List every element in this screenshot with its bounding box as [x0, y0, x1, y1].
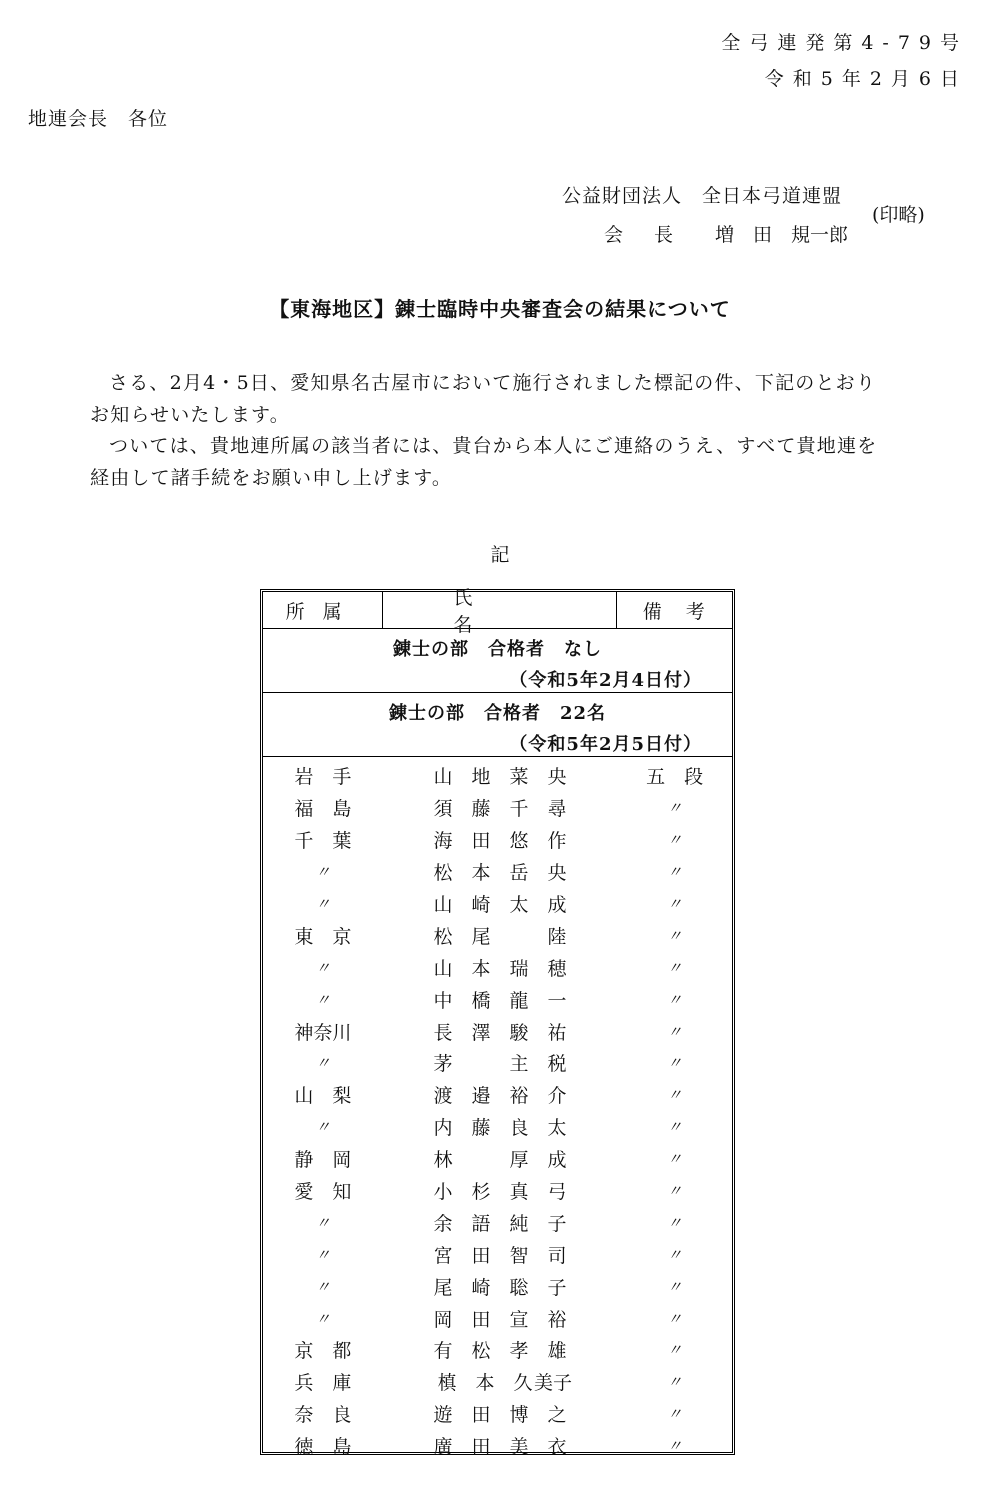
- name-char: 茅: [433, 1053, 453, 1076]
- sender-name: 増 田 規一郎: [715, 224, 849, 246]
- name-char: 之: [547, 1404, 567, 1427]
- name-char: 有: [433, 1340, 453, 1363]
- name-char: 成: [547, 894, 567, 916]
- remarks-cell: 〃: [667, 1437, 683, 1456]
- table-row: [263, 1270, 732, 1302]
- name-char: 成: [547, 1149, 567, 1172]
- name-char: 孝: [509, 1340, 529, 1363]
- name-char: 子: [547, 1276, 567, 1299]
- affiliation-cell: 神奈川: [294, 1021, 352, 1044]
- name-char: 崎: [471, 1276, 491, 1299]
- name-char: 須: [433, 798, 453, 821]
- name-cell: [383, 1336, 617, 1363]
- name-char: 介: [547, 1085, 567, 1108]
- name-char: 美: [509, 1436, 529, 1459]
- remarks-cell: 〃: [667, 863, 683, 882]
- name-char: 司: [547, 1244, 567, 1267]
- affiliation-cell: 静岡: [294, 1149, 371, 1172]
- name-char: 太: [509, 894, 529, 916]
- body-paragraph-2-cont: 経由して諸手続をお願い申し上げます。: [90, 466, 453, 489]
- name-char: 本: [475, 1372, 495, 1395]
- remarks-cell: 〃: [667, 1118, 683, 1137]
- name-cell: [383, 1113, 618, 1140]
- name-cell: [383, 986, 618, 1013]
- table-row: [263, 824, 732, 856]
- name-char: 橋: [471, 989, 491, 1012]
- remarks-cell: 〃: [667, 958, 683, 977]
- table-row: [263, 951, 732, 983]
- remarks-cell: 〃: [667, 1309, 683, 1328]
- name-cell: [383, 1049, 618, 1076]
- name-char: 山: [433, 894, 453, 916]
- header-name: 氏名: [383, 592, 617, 628]
- name-char: 良: [509, 1117, 529, 1140]
- affiliation-cell: 〃: [315, 1245, 331, 1264]
- remarks-cell: 〃: [667, 1150, 683, 1169]
- name-cell: [383, 1018, 618, 1045]
- affiliation-cell: 岩手: [294, 766, 371, 789]
- section-feb4: [263, 629, 732, 693]
- name-char: 田: [471, 1404, 491, 1427]
- document-date: 令和5年2月6日: [764, 68, 968, 90]
- table-header: [263, 587, 732, 636]
- name-char: 田: [471, 1244, 491, 1267]
- sender-role: 会 長: [604, 224, 680, 246]
- table-row: [263, 888, 732, 920]
- ki-heading: 記: [490, 544, 510, 566]
- name-char: 久: [513, 1372, 533, 1395]
- section-feb5: [263, 693, 732, 757]
- name-char: 博: [509, 1404, 529, 1427]
- name-cell: [383, 826, 617, 853]
- name-char: 岡: [433, 1308, 453, 1331]
- remarks-cell: 〃: [667, 895, 683, 913]
- body-paragraph-2: ついては、貴地連所属の該当者には、貴台から本人にご連絡のうえ、すべて貴地連を: [109, 435, 878, 457]
- name-char: 尋: [547, 798, 567, 821]
- remarks-cell: 〃: [667, 1213, 683, 1232]
- sender-president: [604, 220, 848, 247]
- name-char: 作: [547, 830, 567, 853]
- affiliation-cell: 兵庫: [294, 1372, 371, 1395]
- affiliation-cell: 京都: [294, 1340, 371, 1363]
- remarks-cell: 〃: [667, 1022, 683, 1041]
- addressee: 地連会長 各位: [28, 108, 169, 130]
- name-char: 長: [433, 1021, 453, 1044]
- affiliation-cell: 〃: [315, 1118, 331, 1137]
- name-char: 裕: [509, 1085, 529, 1108]
- sender-organization: 公益財団法人 全日本弓道連盟: [562, 185, 843, 207]
- name-char: 陸: [547, 925, 567, 948]
- name-char: 語: [471, 1212, 491, 1235]
- affiliation-cell: 〃: [315, 958, 331, 977]
- remarks-cell: 〃: [667, 1182, 683, 1201]
- name-char: 槙: [437, 1372, 457, 1395]
- name-cell: [383, 1368, 617, 1395]
- name-cell: [383, 922, 617, 949]
- name-char: 本: [471, 862, 491, 885]
- name-char: 余: [433, 1212, 453, 1235]
- name-char: 邉: [471, 1085, 491, 1108]
- name-cell: [383, 1177, 617, 1204]
- table-row: [263, 1238, 732, 1270]
- table-row: [263, 1079, 732, 1111]
- remarks-cell: 〃: [667, 1054, 683, 1073]
- results-table: [260, 587, 735, 1459]
- table-row: [263, 856, 732, 888]
- name-char: 澤: [471, 1021, 491, 1044]
- table-body: [263, 757, 732, 1462]
- name-char: 中: [433, 989, 453, 1012]
- name-char: 駿: [509, 1021, 529, 1044]
- name-char: 央: [547, 862, 567, 885]
- name-char: 厚: [509, 1149, 529, 1172]
- name-char: 内: [433, 1117, 453, 1140]
- name-char: 主: [509, 1053, 529, 1076]
- name-char: [462, 1049, 500, 1076]
- name-char: 海: [433, 830, 453, 853]
- name-char: 智: [509, 1244, 529, 1267]
- affiliation-cell: 福島: [294, 798, 371, 821]
- name-char: 渡: [433, 1085, 453, 1108]
- name-char: 税: [547, 1053, 567, 1076]
- name-char: 雄: [547, 1340, 567, 1363]
- remarks-cell: 〃: [667, 926, 683, 945]
- body-text: [90, 368, 920, 494]
- table-row: [263, 1334, 732, 1366]
- name-char: 太: [547, 1117, 567, 1140]
- body-paragraph-1-cont: お知らせいたします。: [90, 403, 290, 426]
- section-title: 錬士の部 合格者 22名: [388, 703, 607, 724]
- affiliation-cell: 〃: [315, 1309, 331, 1328]
- name-char: 宮: [433, 1244, 453, 1267]
- name-char: 聡: [509, 1276, 529, 1299]
- name-char: 菜: [509, 766, 529, 789]
- table-row: [263, 1398, 732, 1430]
- name-char: 田: [471, 1436, 491, 1459]
- name-cell: [383, 1305, 618, 1332]
- affiliation-cell: 〃: [315, 895, 331, 913]
- name-cell: [383, 1209, 618, 1236]
- name-char: 尾: [471, 925, 491, 948]
- remarks-cell: 〃: [667, 1277, 683, 1296]
- name-char: 遊: [433, 1404, 453, 1427]
- section-date: （令和5年2月5日付）: [509, 734, 702, 755]
- name-char: 瑞: [509, 957, 529, 980]
- name-char: [462, 1145, 500, 1172]
- name-char: 崎: [471, 894, 491, 916]
- name-char: 穂: [547, 957, 567, 980]
- name-cell: [383, 1241, 618, 1268]
- table-row: [263, 919, 732, 951]
- seal-omitted-note: (印略): [872, 204, 925, 226]
- table-row: [263, 1047, 732, 1079]
- name-char: 美子: [534, 1372, 573, 1395]
- document-number: 全弓連発第4-79号: [721, 32, 968, 54]
- name-char: 一: [547, 989, 567, 1012]
- table-row: [263, 1206, 732, 1238]
- affiliation-cell: 〃: [315, 1277, 331, 1296]
- section-title: 錬士の部 合格者 なし: [393, 639, 602, 660]
- name-cell: [383, 762, 617, 789]
- remarks-cell: 〃: [667, 1373, 683, 1392]
- name-cell: [383, 890, 618, 917]
- header-remarks: 備考: [642, 600, 729, 623]
- table-row: [263, 1111, 732, 1143]
- table-row: [263, 1302, 732, 1334]
- remarks-cell: 〃: [667, 1341, 683, 1360]
- section-date: （令和5年2月4日付）: [509, 670, 702, 691]
- remarks-cell: 〃: [667, 831, 683, 850]
- name-char: 祐: [547, 1021, 567, 1044]
- name-char: [500, 922, 538, 949]
- name-char: 廣: [433, 1436, 453, 1459]
- affiliation-cell: 山梨: [294, 1085, 371, 1108]
- affiliation-cell: 〃: [315, 863, 331, 882]
- name-char: 山: [433, 766, 453, 789]
- affiliation-cell: 〃: [315, 1054, 331, 1073]
- name-cell: [383, 954, 618, 981]
- table-row: [263, 1015, 732, 1047]
- name-cell: [383, 1400, 617, 1427]
- name-char: 宣: [509, 1308, 529, 1331]
- name-char: 杉: [471, 1181, 491, 1204]
- name-char: 裕: [547, 1308, 567, 1331]
- affiliation-cell: 奈良: [294, 1404, 371, 1427]
- body-paragraph-1: さる、2月4・5日、愛知県名古屋市において施行されました標記の件、下記のとおり: [109, 372, 877, 394]
- table-row: [263, 1366, 732, 1398]
- table-row: [263, 760, 732, 792]
- affiliation-cell: 千葉: [294, 830, 371, 853]
- name-char: 松: [433, 862, 453, 885]
- remarks-cell: 〃: [667, 1405, 683, 1424]
- name-char: 純: [509, 1212, 529, 1235]
- affiliation-cell: 愛知: [294, 1181, 371, 1204]
- name-char: 小: [433, 1181, 453, 1204]
- name-char: 悠: [509, 830, 529, 853]
- name-char: 弓: [547, 1181, 567, 1204]
- affiliation-cell: 東京: [294, 925, 371, 948]
- affiliation-cell: 〃: [315, 990, 331, 1009]
- name-char: 子: [547, 1212, 567, 1235]
- table-row: [263, 1430, 732, 1462]
- name-char: 龍: [509, 989, 529, 1012]
- remarks-cell: 〃: [667, 1245, 683, 1264]
- table-row: [263, 792, 732, 824]
- table-row: [263, 1175, 732, 1207]
- name-char: 田: [471, 830, 491, 853]
- name-cell: [383, 1145, 617, 1172]
- name-cell: [383, 1081, 617, 1108]
- name-char: 岳: [509, 862, 529, 885]
- name-char: 田: [471, 1308, 491, 1331]
- name-char: 藤: [471, 798, 491, 821]
- affiliation-cell: 〃: [315, 1213, 331, 1232]
- remarks-cell: 〃: [667, 990, 683, 1009]
- name-char: 松: [471, 1340, 491, 1363]
- name-char: 尾: [433, 1276, 453, 1299]
- table-row: [263, 1143, 732, 1175]
- name-char: 地: [471, 766, 491, 789]
- name-char: 山: [433, 957, 453, 980]
- remarks-cell: 〃: [667, 1086, 683, 1105]
- name-cell: [383, 858, 618, 885]
- header-affiliation: 所属: [263, 592, 383, 628]
- name-cell: [383, 1273, 618, 1300]
- name-char: 真: [509, 1181, 529, 1204]
- remarks-cell: 五段: [646, 766, 723, 789]
- affiliation-cell: 徳島: [294, 1436, 371, 1459]
- document-title: 【東海地区】錬士臨時中央審査会の結果について: [269, 297, 731, 321]
- name-char: 林: [433, 1149, 453, 1172]
- name-cell: [383, 794, 617, 821]
- name-cell: [383, 1432, 617, 1459]
- name-char: 央: [547, 766, 567, 789]
- name-char: 衣: [547, 1436, 567, 1459]
- table-row: [263, 983, 732, 1015]
- name-char: 松: [433, 925, 453, 948]
- remarks-cell: 〃: [667, 799, 683, 818]
- name-char: 本: [471, 957, 491, 980]
- name-char: 千: [509, 798, 529, 821]
- name-char: 藤: [471, 1117, 491, 1140]
